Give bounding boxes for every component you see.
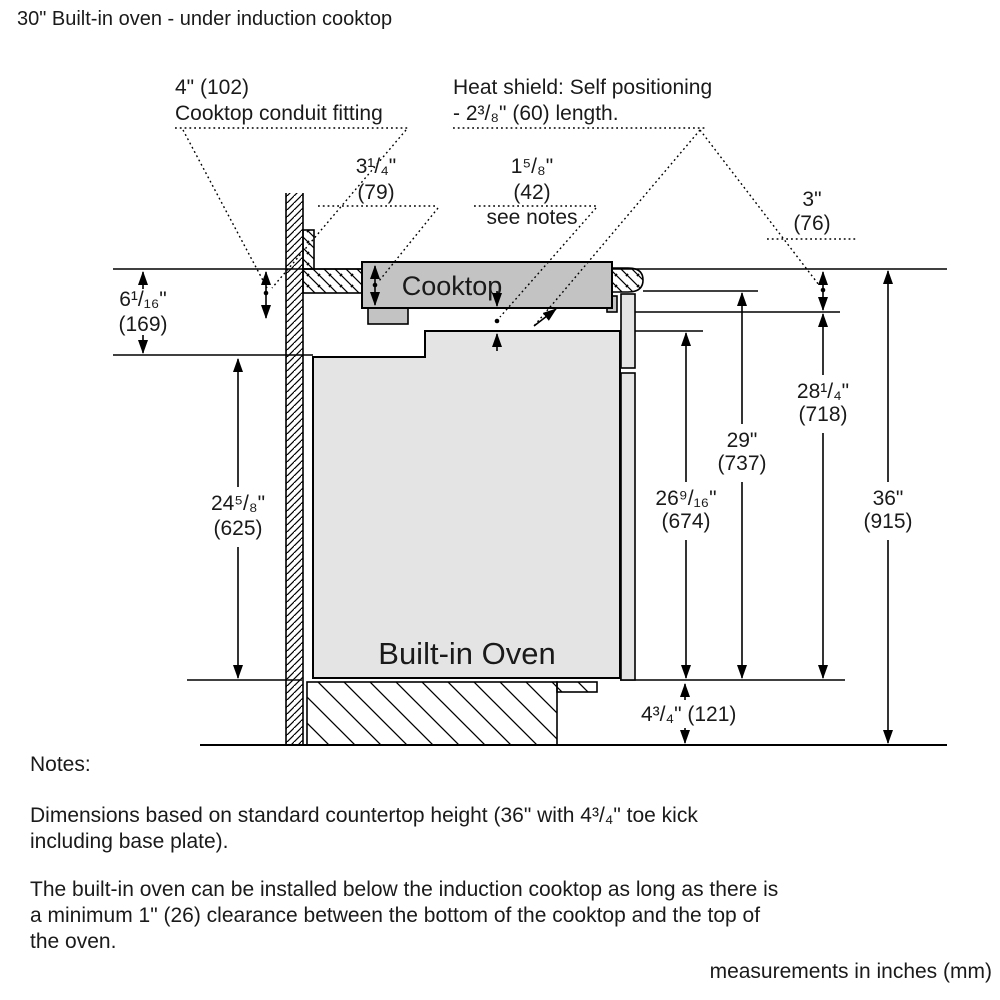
- dim-26-9-16-in: 26⁹/₁₆": [655, 487, 717, 510]
- dimension-36in: [863, 271, 912, 743]
- dim-36-in: 36": [872, 487, 904, 510]
- units-note: measurements in inches (mm): [709, 960, 992, 983]
- oven-front-trim-upper: [621, 294, 635, 368]
- dim-1-5-8-dot: [495, 319, 500, 324]
- notes-para1-line1: Dimensions based on standard countertop height (36" with 4³/₄" toe kick: [30, 804, 698, 827]
- heat-shield-pointer-arrow: [534, 309, 556, 326]
- toe-kick: [307, 682, 557, 745]
- dim-3-1-4-mm: (79): [357, 181, 395, 204]
- dimension-24-5-8in: [211, 359, 265, 678]
- heat-shield-leader-right: [700, 130, 822, 285]
- dim-29-in: 29": [726, 429, 758, 452]
- dimension-28-1-4in: [797, 314, 849, 678]
- notes-para2-line3: the oven.: [30, 930, 117, 953]
- wall-hatch: [286, 193, 303, 745]
- notes-para2-line1: The built-in oven can be installed below the induction cooktop as long as there is: [30, 878, 779, 901]
- backsplash-trim: [303, 230, 314, 269]
- conduit-leader-dot: [264, 291, 269, 296]
- conduit-callout-line1: 4" (102): [175, 76, 249, 99]
- dim-26-9-16-mm: (674): [661, 510, 711, 533]
- dim-24-5-8-mm: (625): [213, 517, 263, 540]
- oven-front-trim-lower: [621, 373, 635, 680]
- notes-para2-line2: a minimum 1" (26) clearance between the bottom of the cooktop and the top of: [30, 904, 761, 927]
- dimension-4-3-4in: [641, 684, 736, 743]
- cooktop-label: Cooktop: [401, 271, 503, 301]
- cooktop-conduit-fitting-box: [368, 308, 408, 324]
- countertop-bullnose-edge: [612, 268, 643, 292]
- dim-3-mm: (76): [793, 212, 831, 235]
- base-plate: [557, 682, 597, 692]
- page-title: 30" Built-in oven - under induction cooktop: [17, 8, 393, 30]
- dimension-29in: [717, 293, 766, 678]
- heat-shield-callout-line1: Heat shield: Self positioning: [453, 76, 713, 99]
- conduit-callout-line2: Cooktop conduit fitting: [175, 102, 383, 125]
- countertop-left-section: [303, 269, 362, 293]
- dim-1-5-8-in: 1⁵/₈": [510, 155, 554, 178]
- dim-4-3-4-label: 4³/₄" (121): [641, 703, 737, 726]
- dimension-1-5-8in: [474, 155, 597, 351]
- built-in-oven-body: [313, 331, 620, 678]
- notes-paragraph-1: [30, 803, 698, 855]
- dim-28-1-4-in: 28¹/₄": [796, 380, 850, 403]
- dim-3-dot: [821, 288, 826, 293]
- dim-29-mm: (737): [717, 452, 767, 475]
- dimension-26-9-16in: [655, 333, 716, 678]
- dimension-3in: [767, 188, 857, 310]
- dim-36-mm: (915): [863, 510, 913, 533]
- dim-3-1-4-dot: [373, 283, 378, 288]
- dim-1-5-8-note: see notes: [486, 206, 578, 229]
- dim-3-1-4-in: 3¹/₄": [355, 155, 397, 178]
- oven-label: Built-in Oven: [378, 636, 556, 671]
- notes-para1-line2: including base plate).: [30, 830, 229, 853]
- dim-24-5-8-in: 24⁵/₈": [210, 492, 266, 515]
- notes-heading: Notes:: [30, 753, 91, 776]
- dim-6-1-16-in: 6¹/₁₆": [119, 288, 167, 311]
- dim-1-5-8-mm: (42): [513, 181, 551, 204]
- notes-paragraph-2: [30, 877, 778, 955]
- dim-3-in: 3": [802, 188, 822, 211]
- dim-28-1-4-mm: (718): [798, 403, 848, 426]
- dim-6-1-16-mm: (169): [118, 313, 168, 336]
- wall-section: [286, 193, 303, 745]
- heat-shield-callout-line2: - 2³/₈" (60) length.: [453, 102, 619, 125]
- conduit-leader-left: [183, 130, 267, 288]
- dimension-6-1-16in: [118, 272, 167, 353]
